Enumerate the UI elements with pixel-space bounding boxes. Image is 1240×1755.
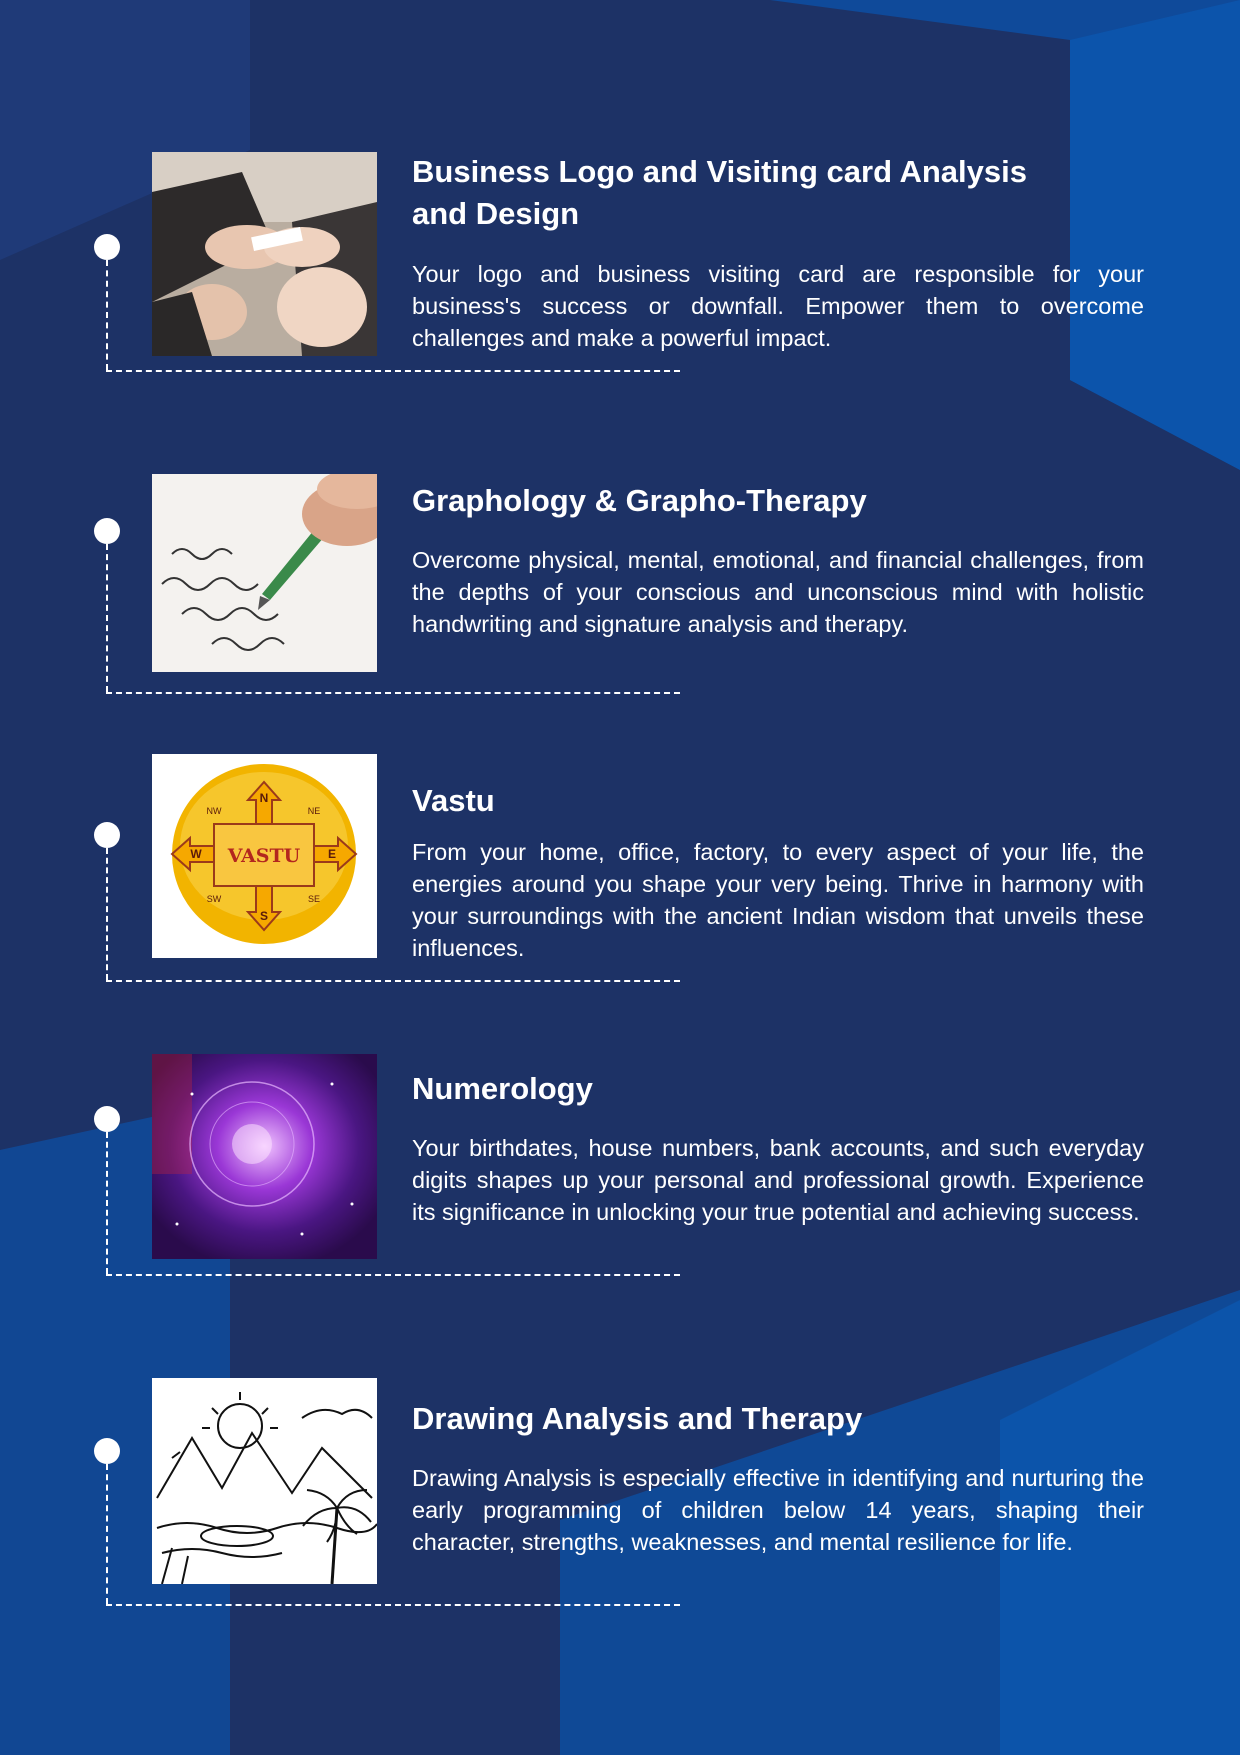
vastu-se-label: SE	[307, 894, 321, 904]
timeline-dot	[94, 1106, 120, 1132]
vastu-nw-label: NW	[206, 806, 222, 816]
section-divider	[106, 692, 680, 694]
service-title: Graphology & Grapho-Therapy	[412, 483, 867, 518]
timeline-dot	[94, 518, 120, 544]
service-title: Vastu	[412, 783, 495, 818]
business-card-exchange-image	[152, 152, 377, 356]
service-title: Business Logo and Visiting card Analysis and Design	[412, 154, 1027, 231]
timeline-dot	[94, 1438, 120, 1464]
timeline-dashed-line	[106, 1464, 108, 1604]
section-divider	[106, 1604, 680, 1606]
service-description: Overcome physical, mental, emotional, and financial challenges, from the depths of your conscious and unconscious mind with holistic handwriting and signature analysis and therapy.	[412, 547, 1144, 637]
service-description: From your home, office, factory, to every aspect of your life, the energies around you shape your very being. Thrive in harmony with your surroundings with the ancient Indian wisdom that unveils these influences.	[412, 839, 1144, 961]
vastu-s-label: S	[259, 909, 269, 923]
service-description: Your logo and business visiting card are responsible for your business's success or downfall. Empower them to overcome challenges and make a powerful impact.	[412, 261, 1144, 351]
service-description: Drawing Analysis is especially effective in identifying and nurturing the early programming of children below 14 years, shaping their character, strengths, weaknesses, and mental resilience for life.	[412, 1465, 1144, 1555]
service-title: Drawing Analysis and Therapy	[412, 1401, 863, 1436]
vastu-n-label: N	[259, 791, 269, 805]
section-divider	[106, 980, 680, 982]
timeline-dashed-line	[106, 544, 108, 692]
timeline-dashed-line	[106, 848, 108, 980]
numerology-cosmos-image	[152, 1054, 377, 1259]
section-divider	[106, 1274, 680, 1276]
timeline-dashed-line	[106, 1132, 108, 1274]
vastu-sw-label: SW	[206, 894, 222, 904]
child-drawing-sketch-image	[152, 1378, 377, 1584]
vastu-ne-label: NE	[307, 806, 321, 816]
section-divider	[106, 370, 680, 372]
timeline-dot	[94, 234, 120, 260]
service-description: Your birthdates, house numbers, bank accounts, and such everyday digits shapes up your personal and professional growth. Experience its significance in unlocking your true potential and achieving success.	[412, 1135, 1144, 1225]
vastu-w-label: W	[190, 847, 202, 861]
handwriting-pen-image	[152, 474, 377, 672]
timeline-dot	[94, 822, 120, 848]
vastu-compass-image	[152, 754, 377, 958]
vastu-e-label: E	[327, 847, 337, 861]
service-title: Numerology	[412, 1071, 593, 1106]
timeline-dashed-line	[106, 260, 108, 370]
vastu-center-label: VASTU	[227, 845, 301, 867]
